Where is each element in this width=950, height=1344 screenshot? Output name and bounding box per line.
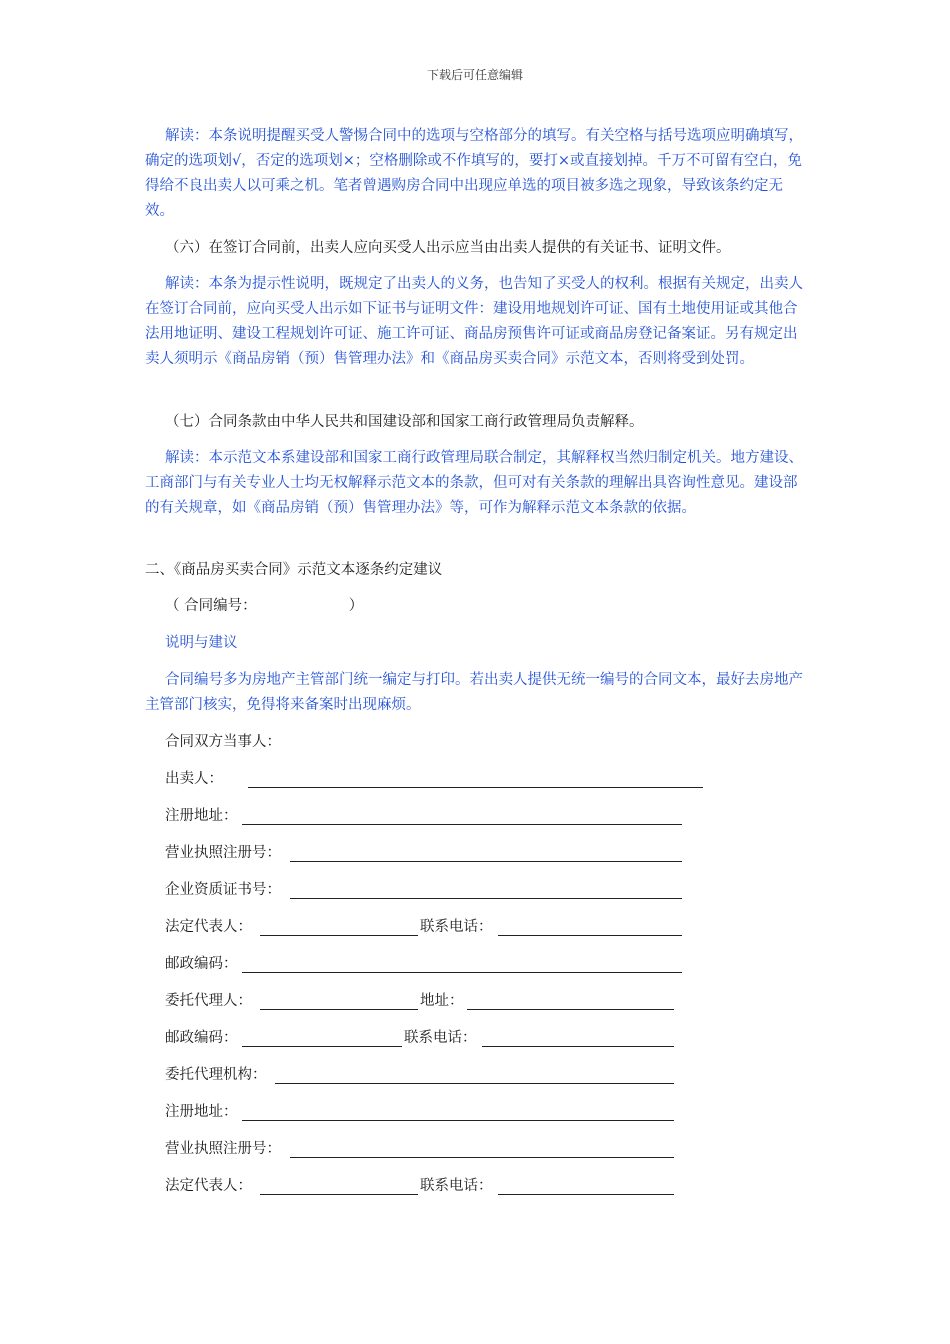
- biz-license2-label: 营业执照注册号：: [165, 1141, 281, 1157]
- agency-field[interactable]: [275, 1083, 674, 1084]
- page-header: 下载后可任意编辑: [426, 68, 523, 82]
- postcode2-field[interactable]: [242, 1046, 402, 1047]
- postcode2-label: 邮政编码：: [165, 1030, 238, 1046]
- agent-label: 委托代理人：: [165, 993, 252, 1009]
- address-field[interactable]: [467, 1009, 674, 1010]
- clause-7: （七）合同条款由中华人民共和国建设部和国家工商行政管理局负责解释。: [165, 414, 644, 430]
- phone2-field[interactable]: [482, 1046, 674, 1047]
- agency-label: 委托代理机构：: [165, 1067, 267, 1083]
- interpretation-paragraph-1: 解读：本条说明提醒买受人警惕合同中的选项与空格部分的填写。有关空格与括号选项应明确填写，确定的选项划√，否定的选项划×；空格删除或不作填写的，要打×或直接划掉。千万不可留有空白，免得给不良出卖人以可乘之机。笔者曾遇购房合同中出现应单选的项目被多选之现象，导致该条约定无效。: [145, 128, 803, 219]
- phone-field[interactable]: [498, 935, 682, 936]
- agent-field[interactable]: [260, 1009, 418, 1010]
- qualification-label: 企业资质证书号：: [165, 882, 281, 898]
- postcode-label: 邮政编码：: [165, 956, 238, 972]
- legal-rep-field[interactable]: [260, 935, 418, 936]
- interpretation-paragraph-3: 解读：本示范文本系建设部和国家工商行政管理局联合制定，其解释权当然归制定机关。地方建设、工商部门与有关专业人士均无权解释示范文本的条款，但可对有关条款的理解出具咨询性意见。建设部的有关规章，如《商品房销（预）售管理办法》等，可作为解释示范文本条款的依据。: [145, 450, 803, 516]
- note-title: 说明与建议: [165, 635, 238, 651]
- seller-label: 出卖人：: [165, 771, 223, 787]
- interpretation-paragraph-2: 解读：本条为提示性说明，既规定了出卖人的义务，也告知了买受人的权利。根据有关规定，出卖人在签订合同前，应向买受人出示如下证书与证明文件：建设用地规划许可证、国有土地使用证或其他合法用地证明、建设工程规划许可证、施工许可证、商品房预售许可证或商品房登记备案证。另有规定出卖人须明示《商品房销（预）售管理办法》和《商品房买卖合同》示范文本，否则将受到处罚。: [145, 276, 803, 367]
- seller-field[interactable]: [248, 787, 703, 788]
- legal-rep2-label: 法定代表人：: [165, 1178, 252, 1194]
- biz-license2-field[interactable]: [290, 1157, 674, 1158]
- reg-address2-field[interactable]: [242, 1120, 674, 1121]
- reg-address-label: 注册地址：: [165, 808, 238, 824]
- phone-label: 联系电话：: [420, 919, 493, 935]
- contract-number: （ 合同编号： ）: [165, 598, 364, 614]
- reg-address2-label: 注册地址：: [165, 1104, 238, 1120]
- phone3-label: 联系电话：: [420, 1178, 493, 1194]
- qualification-field[interactable]: [290, 898, 682, 899]
- clause-6: （六）在签订合同前，出卖人应向买受人出示应当由出卖人提供的有关证书、证明文件。: [165, 240, 731, 256]
- biz-license-field[interactable]: [290, 861, 682, 862]
- postcode-field[interactable]: [242, 972, 682, 973]
- reg-address-field[interactable]: [242, 824, 682, 825]
- section-title: 二、《商品房买卖合同》示范文本逐条约定建议: [145, 562, 443, 578]
- note-paragraph: 合同编号多为房地产主管部门统一编定与打印。若出卖人提供无统一编号的合同文本，最好去房地产主管部门核实，免得将来备案时出现麻烦。: [145, 672, 803, 713]
- biz-license-label: 营业执照注册号：: [165, 845, 281, 861]
- phone2-label: 联系电话：: [404, 1030, 477, 1046]
- address-label: 地址：: [420, 993, 464, 1009]
- parties-title: 合同双方当事人：: [165, 734, 281, 750]
- phone3-field[interactable]: [498, 1194, 674, 1195]
- legal-rep-label: 法定代表人：: [165, 919, 252, 935]
- legal-rep2-field[interactable]: [260, 1194, 418, 1195]
